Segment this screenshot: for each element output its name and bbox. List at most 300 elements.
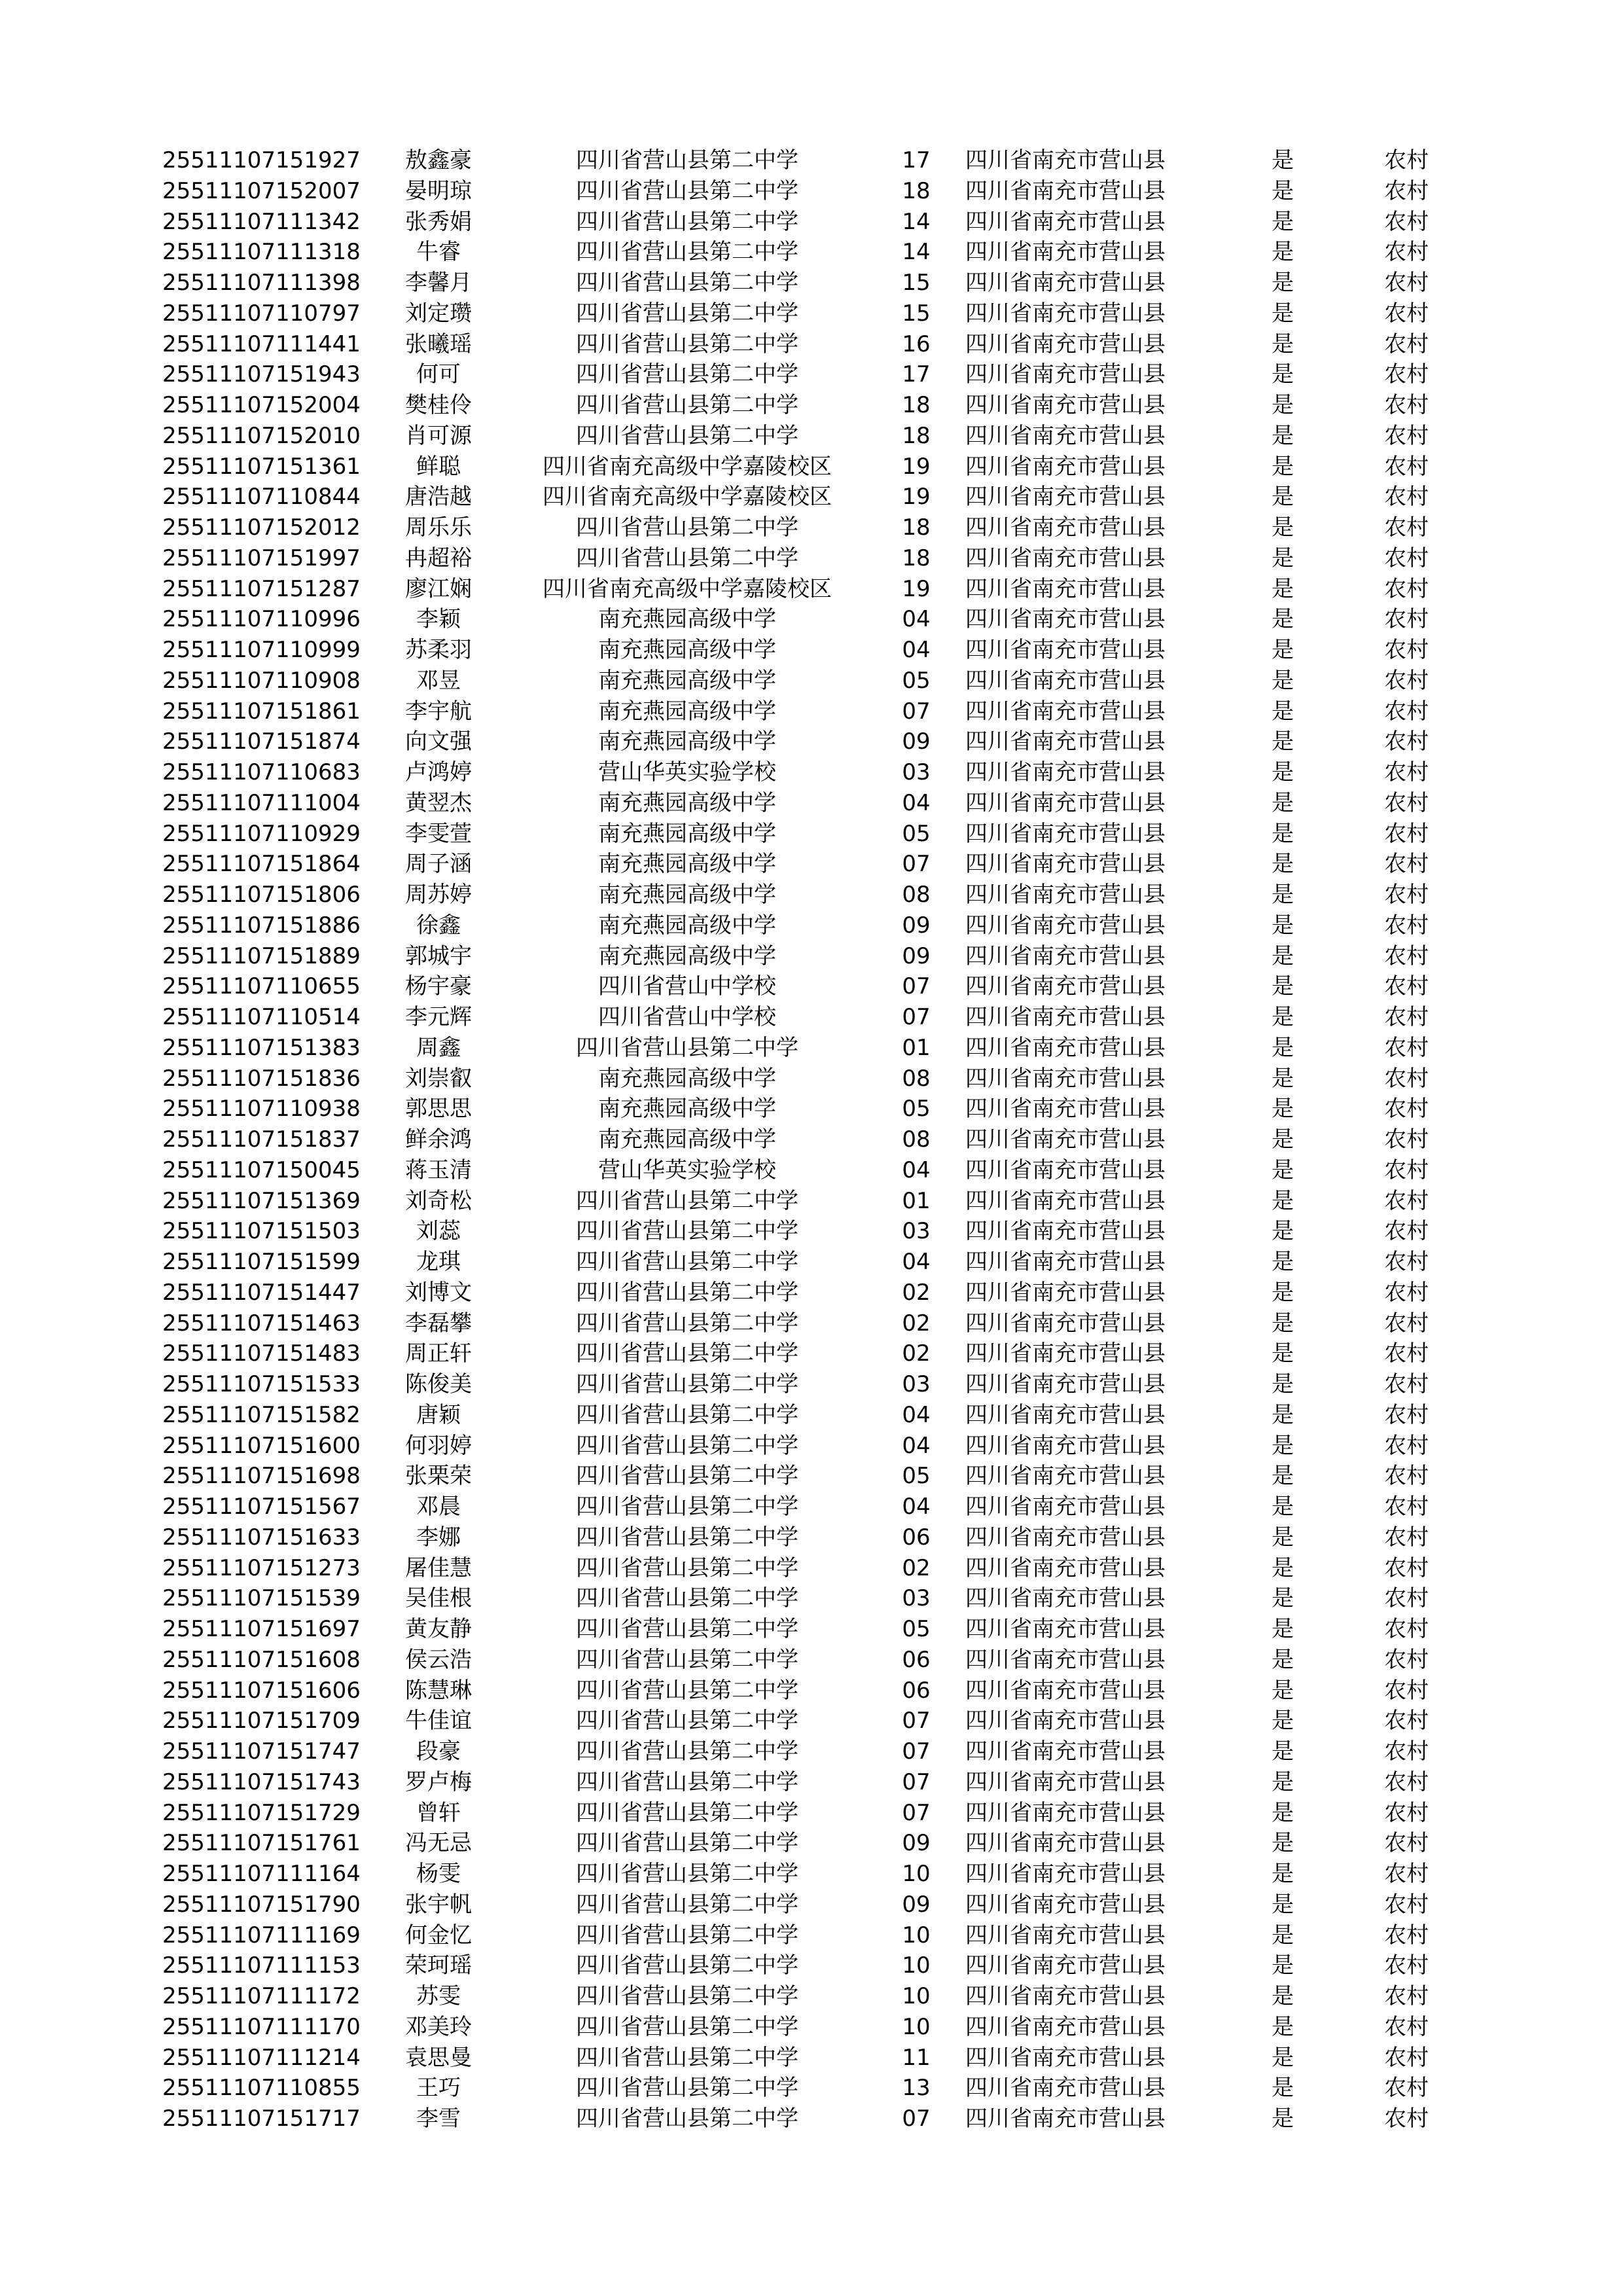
school-cell: 四川省南充高级中学嘉陵校区 [543,484,832,511]
region-cell: 四川省南充市营山县 [965,1708,1166,1734]
student-name-cell: 牛佳谊 [405,1708,472,1734]
area-type-cell: 农村 [1384,1310,1429,1336]
student-id-cell: 25511107111318 [162,239,361,266]
region-cell: 四川省南充市营山县 [965,1004,1166,1030]
area-type-cell: 农村 [1384,1616,1429,1642]
table-row [0,268,1623,298]
class-number-cell: 15 [902,300,931,327]
student-name-cell: 郭思思 [405,1096,472,1122]
class-number-cell: 14 [902,208,931,235]
school-cell: 南充燕园高级中学 [598,1126,776,1153]
area-type-cell: 农村 [1384,1249,1429,1275]
class-number-cell: 01 [902,1187,931,1214]
class-number-cell: 19 [902,575,931,602]
region-cell: 四川省南充市营山县 [965,300,1166,327]
class-number-cell: 07 [902,2106,931,2132]
region-cell: 四川省南充市营山县 [965,2075,1166,2102]
student-name-cell: 李馨月 [405,270,472,296]
flag-cell: 是 [1272,698,1294,725]
table-row [0,1369,1623,1400]
region-cell: 四川省南充市营山县 [965,208,1166,235]
school-cell: 四川省营山县第二中学 [576,361,798,388]
area-type-cell: 农村 [1384,361,1429,388]
flag-cell: 是 [1272,453,1294,480]
area-type-cell: 农村 [1384,1004,1429,1030]
school-cell: 四川省营山县第二中学 [576,208,798,235]
region-cell: 四川省南充市营山县 [965,1401,1166,1428]
table-row [0,1736,1623,1767]
area-type-cell: 农村 [1384,453,1429,480]
class-number-cell: 07 [902,1004,931,1030]
class-number-cell: 05 [902,667,931,694]
flag-cell: 是 [1272,331,1294,357]
flag-cell: 是 [1272,606,1294,633]
class-number-cell: 04 [902,1249,931,1275]
student-name-cell: 周乐乐 [405,514,472,541]
student-id-cell: 25511107111172 [162,1983,361,2009]
school-cell: 四川省营山县第二中学 [576,1799,798,1826]
student-id-cell: 25511107151606 [162,1677,361,1704]
table-row [0,1155,1623,1186]
student-id-cell: 25511107152012 [162,514,361,541]
table-row [0,359,1623,390]
region-cell: 四川省南充市营山县 [965,239,1166,266]
flag-cell: 是 [1272,1616,1294,1642]
region-cell: 四川省南充市营山县 [965,2106,1166,2132]
class-number-cell: 07 [902,1799,931,1826]
class-number-cell: 17 [902,361,931,388]
flag-cell: 是 [1272,1738,1294,1765]
area-type-cell: 农村 [1384,1708,1429,1734]
flag-cell: 是 [1272,1249,1294,1275]
school-cell: 四川省营山县第二中学 [576,177,798,204]
region-cell: 四川省南充市营山县 [965,789,1166,816]
class-number-cell: 02 [902,1340,931,1367]
school-cell: 四川省营山县第二中学 [576,1401,798,1428]
table-row [0,237,1623,268]
student-id-cell: 25511107151287 [162,575,361,602]
student-id-cell: 25511107151836 [162,1065,361,1092]
region-cell: 四川省南充市营山县 [965,912,1166,939]
student-name-cell: 刘蕊 [416,1218,461,1245]
area-type-cell: 农村 [1384,912,1429,939]
flag-cell: 是 [1272,1371,1294,1397]
area-type-cell: 农村 [1384,882,1429,908]
area-type-cell: 农村 [1384,1677,1429,1704]
table-row [0,941,1623,972]
flag-cell: 是 [1272,422,1294,449]
class-number-cell: 10 [902,1983,931,2009]
school-cell: 四川省营山县第二中学 [576,422,798,449]
school-cell: 四川省营山县第二中学 [576,270,798,296]
area-type-cell: 农村 [1384,1891,1429,1918]
region-cell: 四川省南充市营山县 [965,1034,1166,1061]
table-row [0,1308,1623,1339]
student-name-cell: 敖鑫豪 [405,147,472,173]
student-id-cell: 25511107111342 [162,208,361,235]
class-number-cell: 05 [902,1616,931,1642]
region-cell: 四川省南充市营山县 [965,1861,1166,1887]
student-name-cell: 苏雯 [416,1983,461,2009]
flag-cell: 是 [1272,1799,1294,1826]
flag-cell: 是 [1272,300,1294,327]
table-row [0,145,1623,176]
region-cell: 四川省南充市营山县 [965,728,1166,755]
student-id-cell: 25511107110929 [162,820,361,847]
flag-cell: 是 [1272,1494,1294,1520]
table-row [0,329,1623,360]
region-cell: 四川省南充市营山县 [965,1738,1166,1765]
area-type-cell: 农村 [1384,177,1429,204]
class-number-cell: 19 [902,453,931,480]
student-name-cell: 蒋玉清 [405,1157,472,1183]
class-number-cell: 13 [902,2075,931,2102]
flag-cell: 是 [1272,1830,1294,1857]
area-type-cell: 农村 [1384,2075,1429,2102]
region-cell: 四川省南充市营山县 [965,1524,1166,1551]
student-name-cell: 刘博文 [405,1279,472,1306]
table-row [0,1124,1623,1155]
region-cell: 四川省南充市营山县 [965,2013,1166,2040]
student-name-cell: 冉超裕 [405,545,472,571]
class-number-cell: 14 [902,239,931,266]
table-row [0,604,1623,635]
class-number-cell: 07 [902,973,931,1000]
flag-cell: 是 [1272,208,1294,235]
flag-cell: 是 [1272,667,1294,694]
student-name-cell: 李雯萱 [405,820,472,847]
school-cell: 四川省营山县第二中学 [576,2013,798,2040]
student-id-cell: 25511107151743 [162,1768,361,1795]
flag-cell: 是 [1272,912,1294,939]
flag-cell: 是 [1272,1279,1294,1306]
school-cell: 四川省营山县第二中学 [576,1738,798,1765]
flag-cell: 是 [1272,882,1294,908]
flag-cell: 是 [1272,177,1294,204]
student-name-cell: 李磊攀 [405,1310,472,1336]
region-cell: 四川省南充市营山县 [965,1952,1166,1979]
table-row [0,819,1623,850]
student-id-cell: 25511107111170 [162,2013,361,2040]
student-id-cell: 25511107110797 [162,300,361,327]
region-cell: 四川省南充市营山县 [965,270,1166,296]
region-cell: 四川省南充市营山县 [965,1096,1166,1122]
region-cell: 四川省南充市营山县 [965,637,1166,663]
area-type-cell: 农村 [1384,484,1429,511]
flag-cell: 是 [1272,1524,1294,1551]
school-cell: 四川省营山县第二中学 [576,2075,798,2102]
flag-cell: 是 [1272,2106,1294,2132]
student-name-cell: 段豪 [416,1738,461,1765]
area-type-cell: 农村 [1384,1432,1429,1459]
area-type-cell: 农村 [1384,1494,1429,1520]
flag-cell: 是 [1272,1585,1294,1612]
region-cell: 四川省南充市营山县 [965,1249,1166,1275]
flag-cell: 是 [1272,1096,1294,1122]
flag-cell: 是 [1272,1922,1294,1948]
student-name-cell: 牛睿 [416,239,461,266]
student-id-cell: 25511107151717 [162,2106,361,2132]
class-number-cell: 02 [902,1279,931,1306]
area-type-cell: 农村 [1384,1157,1429,1183]
student-name-cell: 张栗荣 [405,1463,472,1490]
area-type-cell: 农村 [1384,1861,1429,1887]
table-row [0,298,1623,329]
school-cell: 四川省营山县第二中学 [576,2044,798,2071]
area-type-cell: 农村 [1384,1279,1429,1306]
class-number-cell: 06 [902,1524,931,1551]
region-cell: 四川省南充市营山县 [965,453,1166,480]
class-number-cell: 04 [902,606,931,633]
table-row [0,1094,1623,1124]
region-cell: 四川省南充市营山县 [965,1983,1166,2009]
student-id-cell: 25511107151447 [162,1279,361,1306]
area-type-cell: 农村 [1384,1983,1429,2009]
class-number-cell: 11 [902,2044,931,2071]
class-number-cell: 17 [902,147,931,173]
flag-cell: 是 [1272,2075,1294,2102]
area-type-cell: 农村 [1384,606,1429,633]
flag-cell: 是 [1272,973,1294,1000]
student-name-cell: 罗卢梅 [405,1768,472,1795]
class-number-cell: 04 [902,789,931,816]
student-name-cell: 鲜聪 [416,453,461,480]
region-cell: 四川省南充市营山县 [965,851,1166,878]
table-row [0,1890,1623,1920]
student-name-cell: 徐鑫 [416,912,461,939]
student-name-cell: 何可 [416,361,461,388]
class-number-cell: 15 [902,270,931,296]
area-type-cell: 农村 [1384,1799,1429,1826]
area-type-cell: 农村 [1384,1371,1429,1397]
table-row [0,2043,1623,2073]
school-cell: 四川省营山县第二中学 [576,1187,798,1214]
student-name-cell: 刘定瓒 [405,300,472,327]
table-row [0,1798,1623,1829]
student-name-cell: 屠佳慧 [405,1554,472,1581]
school-cell: 四川省营山县第二中学 [576,1616,798,1642]
region-cell: 四川省南充市营山县 [965,514,1166,541]
table-row [0,696,1623,727]
school-cell: 南充燕园高级中学 [598,882,776,908]
student-name-cell: 刘崇叡 [405,1065,472,1092]
flag-cell: 是 [1272,1891,1294,1918]
class-number-cell: 18 [902,392,931,418]
student-id-cell: 25511107151633 [162,1524,361,1551]
region-cell: 四川省南充市营山县 [965,1922,1166,1948]
table-row [0,666,1623,696]
student-name-cell: 侯云浩 [405,1646,472,1673]
school-cell: 四川省营山县第二中学 [576,1585,798,1612]
table-row [0,1492,1623,1522]
student-name-cell: 邓美玲 [405,2013,472,2040]
student-id-cell: 25511107110999 [162,637,361,663]
school-cell: 南充燕园高级中学 [598,851,776,878]
student-name-cell: 何羽婷 [405,1432,472,1459]
class-number-cell: 03 [902,759,931,785]
table-row [0,635,1623,666]
table-row [0,1583,1623,1614]
student-id-cell: 25511107110996 [162,606,361,633]
region-cell: 四川省南充市营山县 [965,1432,1166,1459]
student-name-cell: 黄友静 [405,1616,472,1642]
school-cell: 四川省营山县第二中学 [576,1861,798,1887]
student-name-cell: 周苏婷 [405,882,472,908]
student-id-cell: 25511107111153 [162,1952,361,1979]
flag-cell: 是 [1272,820,1294,847]
school-cell: 南充燕园高级中学 [598,1065,776,1092]
region-cell: 四川省南充市营山县 [965,973,1166,1000]
student-id-cell: 25511107151761 [162,1830,361,1857]
area-type-cell: 农村 [1384,1065,1429,1092]
region-cell: 四川省南充市营山县 [965,1830,1166,1857]
student-id-cell: 25511107111164 [162,1861,361,1887]
school-cell: 南充燕园高级中学 [598,820,776,847]
class-number-cell: 18 [902,422,931,449]
school-cell: 四川省营山县第二中学 [576,1830,798,1857]
table-row [0,1614,1623,1645]
table-row [0,390,1623,421]
area-type-cell: 农村 [1384,2044,1429,2071]
flag-cell: 是 [1272,1157,1294,1183]
table-row [0,788,1623,819]
student-name-cell: 袁思曼 [405,2044,472,2071]
school-cell: 四川省营山县第二中学 [576,1340,798,1367]
table-row [0,2012,1623,2043]
student-name-cell: 龙琪 [416,1249,461,1275]
table-row [0,1522,1623,1553]
region-cell: 四川省南充市营山县 [965,942,1166,969]
class-number-cell: 07 [902,698,931,725]
flag-cell: 是 [1272,851,1294,878]
region-cell: 四川省南充市营山县 [965,422,1166,449]
school-cell: 南充燕园高级中学 [598,912,776,939]
area-type-cell: 农村 [1384,1952,1429,1979]
student-id-cell: 25511107151600 [162,1432,361,1459]
student-id-cell: 25511107151997 [162,545,361,571]
student-id-cell: 25511107110908 [162,667,361,694]
school-cell: 营山华英实验学校 [598,1157,776,1183]
class-number-cell: 18 [902,545,931,571]
student-name-cell: 邓昱 [416,667,461,694]
flag-cell: 是 [1272,1708,1294,1734]
flag-cell: 是 [1272,1861,1294,1887]
table-row [0,1002,1623,1033]
class-number-cell: 16 [902,331,931,357]
class-number-cell: 10 [902,2013,931,2040]
student-name-cell: 陈俊美 [405,1371,472,1397]
flag-cell: 是 [1272,147,1294,173]
student-id-cell: 25511107151747 [162,1738,361,1765]
region-cell: 四川省南充市营山县 [965,606,1166,633]
class-number-cell: 04 [902,1432,931,1459]
school-cell: 四川省营山县第二中学 [576,331,798,357]
student-id-cell: 25511107151864 [162,851,361,878]
student-id-cell: 25511107151567 [162,1494,361,1520]
flag-cell: 是 [1272,270,1294,296]
region-cell: 四川省南充市营山县 [965,1157,1166,1183]
school-cell: 四川省营山中学校 [598,1004,776,1030]
school-cell: 四川省营山县第二中学 [576,1218,798,1245]
class-number-cell: 01 [902,1034,931,1061]
flag-cell: 是 [1272,1432,1294,1459]
class-number-cell: 07 [902,1768,931,1795]
table-row [0,482,1623,512]
flag-cell: 是 [1272,1187,1294,1214]
area-type-cell: 农村 [1384,300,1429,327]
region-cell: 四川省南充市营山县 [965,1126,1166,1153]
school-cell: 南充燕园高级中学 [598,698,776,725]
class-number-cell: 08 [902,1126,931,1153]
flag-cell: 是 [1272,1065,1294,1092]
school-cell: 四川省营山县第二中学 [576,1554,798,1581]
area-type-cell: 农村 [1384,1922,1429,1948]
student-id-cell: 25511107111169 [162,1922,361,1948]
school-cell: 南充燕园高级中学 [598,942,776,969]
region-cell: 四川省南充市营山县 [965,361,1166,388]
table-row [0,1400,1623,1431]
class-number-cell: 03 [902,1371,931,1397]
region-cell: 四川省南充市营山县 [965,820,1166,847]
student-name-cell: 郭城宇 [405,942,472,969]
class-number-cell: 09 [902,1891,931,1918]
school-cell: 四川省营山县第二中学 [576,1677,798,1704]
class-number-cell: 05 [902,1096,931,1122]
class-number-cell: 08 [902,882,931,908]
school-cell: 南充燕园高级中学 [598,1096,776,1122]
student-name-cell: 卢鸿婷 [405,759,472,785]
region-cell: 四川省南充市营山县 [965,1065,1166,1092]
class-number-cell: 07 [902,1738,931,1765]
class-number-cell: 18 [902,177,931,204]
region-cell: 四川省南充市营山县 [965,1340,1166,1367]
student-id-cell: 25511107151483 [162,1340,361,1367]
class-number-cell: 04 [902,1157,931,1183]
area-type-cell: 农村 [1384,698,1429,725]
flag-cell: 是 [1272,361,1294,388]
student-id-cell: 25511107151874 [162,728,361,755]
student-name-cell: 王巧 [416,2075,461,2102]
school-cell: 四川省营山县第二中学 [576,1279,798,1306]
school-cell: 四川省营山县第二中学 [576,1646,798,1673]
flag-cell: 是 [1272,728,1294,755]
student-name-cell: 陈慧琳 [405,1677,472,1704]
student-name-cell: 向文强 [405,728,472,755]
class-number-cell: 06 [902,1646,931,1673]
area-type-cell: 农村 [1384,851,1429,878]
table-row [0,726,1623,757]
class-number-cell: 10 [902,1861,931,1887]
table-row [0,849,1623,880]
area-type-cell: 农村 [1384,545,1429,571]
region-cell: 四川省南充市营山县 [965,331,1166,357]
student-name-cell: 荣珂瑶 [405,1952,472,1979]
area-type-cell: 农村 [1384,637,1429,663]
area-type-cell: 农村 [1384,1738,1429,1765]
student-id-cell: 25511107110683 [162,759,361,785]
class-number-cell: 07 [902,851,931,878]
school-cell: 四川省营山县第二中学 [576,1463,798,1490]
school-cell: 四川省营山县第二中学 [576,1922,798,1948]
table-row [0,176,1623,207]
student-id-cell: 25511107110844 [162,484,361,511]
student-name-cell: 李娜 [416,1524,461,1551]
region-cell: 四川省南充市营山县 [965,575,1166,602]
flag-cell: 是 [1272,1768,1294,1795]
flag-cell: 是 [1272,1034,1294,1061]
table-row [0,1431,1623,1462]
student-id-cell: 25511107151927 [162,147,361,173]
